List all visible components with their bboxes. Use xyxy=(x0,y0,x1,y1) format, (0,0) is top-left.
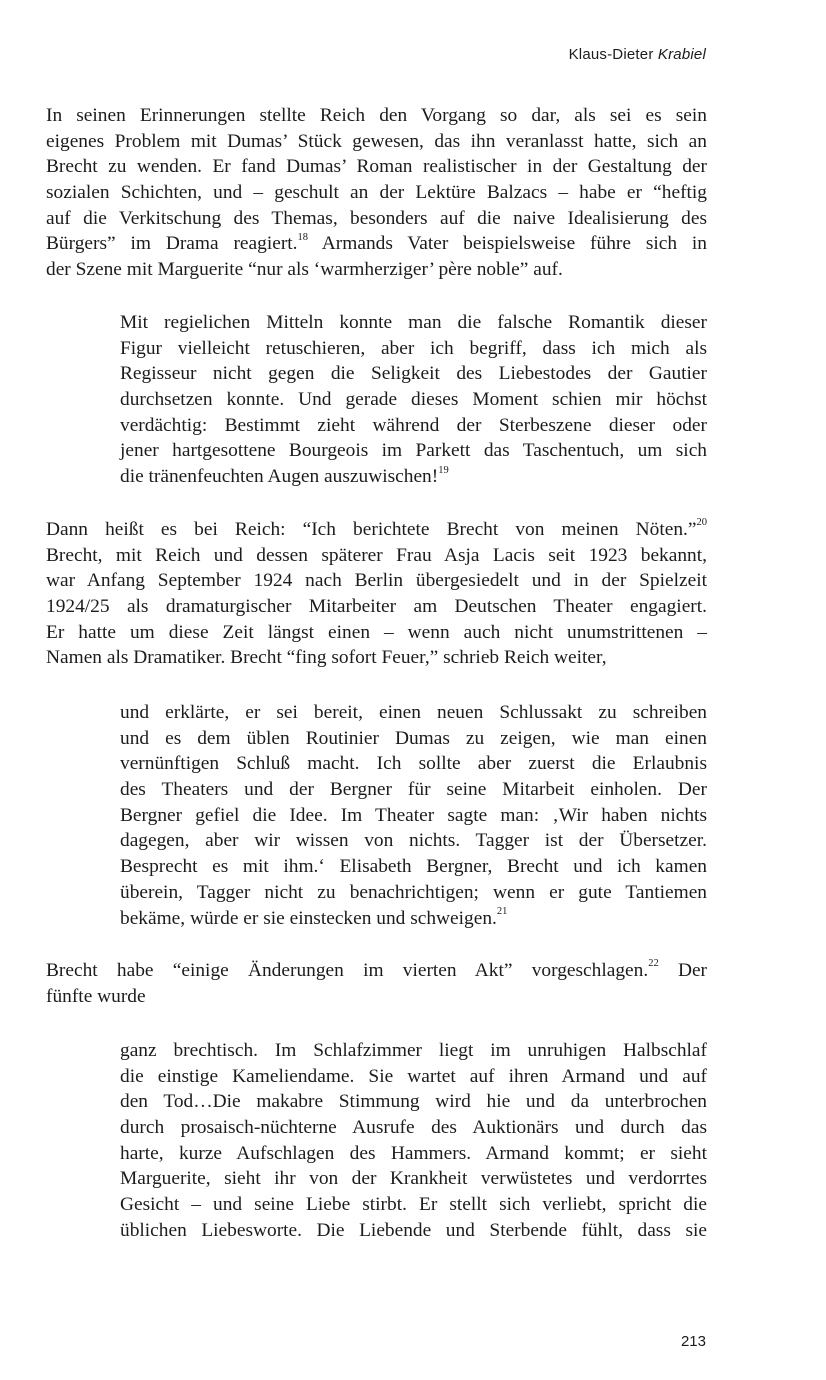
footnote-ref-22[interactable]: 22 xyxy=(648,958,659,970)
block-quote-1 xyxy=(120,310,707,490)
text-line: der Szene mit Marguerite “nur als ‘warmherziger’ père noble” auf. xyxy=(46,259,563,281)
quote-line: Bergner gefiel die Idee. Im Theater sagte man: ‚Wir haben nichts xyxy=(120,804,707,826)
block-quote-3 xyxy=(120,1038,707,1244)
text-line: Namen als Dramatiker. Brecht “fing sofort Feuer,” schrieb Reich weiter, xyxy=(46,647,607,669)
text-line: sozialen Schichten, und – geschult an der Lektüre Balzacs – habe er “heftig xyxy=(46,182,707,204)
footnote-ref-20[interactable]: 20 xyxy=(696,517,707,529)
text-line: fünfte wurde xyxy=(46,985,146,1007)
quote-line: dagegen, aber wir wissen von nichts. Tagger ist der Übersetzer. xyxy=(120,830,707,852)
quote-line: jener hartgesottene Bourgeois im Parkett das Taschentuch, um sich xyxy=(120,440,707,462)
header-author-first: Klaus-Dieter xyxy=(568,46,654,63)
quote-line: Marguerite, sieht ihr von der Krankheit verwüstetes und verdorrtes xyxy=(120,1168,707,1190)
footnote-ref-19[interactable]: 19 xyxy=(438,464,449,476)
text-run: die tränenfeuchten Augen auszuwischen! xyxy=(120,466,439,488)
text-line: eigenes Problem mit Dumas’ Stück gewesen, das ihn veranlasst hatte, sich an xyxy=(46,130,707,152)
quote-line xyxy=(120,906,707,932)
paragraph-3 xyxy=(46,958,707,1009)
running-header xyxy=(569,46,706,63)
text-line xyxy=(46,231,707,257)
text-run: bekäme, würde er sie einstecken und schweigen. xyxy=(120,907,497,929)
quote-line xyxy=(120,464,707,490)
quote-line: durchsetzen konnte. Und gerade dieses Moment schien mir höchst xyxy=(120,389,707,411)
quote-line: Mit regielichen Mitteln konnte man die falsche Romantik dieser xyxy=(120,312,707,333)
text-line xyxy=(46,517,707,543)
text-line: Er hatte um diese Zeit längst einen – wenn auch nicht unumstrittenen – xyxy=(46,621,707,643)
text-line xyxy=(46,958,707,984)
text-line: 1924/25 als dramaturgischer Mitarbeiter am Deutschen Theater engagiert. xyxy=(46,596,707,618)
header-author-last: Krabiel xyxy=(657,46,706,63)
quote-line: und erklärte, er sei bereit, einen neuen Schlussakt zu schreiben xyxy=(120,702,707,723)
quote-line: die einstige Kameliendame. Sie wartet auf ihren Armand und auf xyxy=(120,1065,707,1087)
quote-line: vernünftigen Schluß macht. Ich sollte aber zuerst die Erlaubnis xyxy=(120,753,707,775)
quote-line: Regisseur nicht gegen die Seligkeit des Liebestodes der Gautier xyxy=(120,363,707,385)
page-number: 213 xyxy=(680,1333,706,1350)
text-run: Armands Vater beispielsweise führe sich in xyxy=(308,233,707,255)
text-line: Brecht zu wenden. Er fand Dumas’ Roman realistischer in der Gestaltung der xyxy=(46,156,707,178)
text-run: Dann heißt es bei Reich: “Ich berichtete Brecht von meinen Nöten.” xyxy=(46,519,697,540)
block-quote-2 xyxy=(120,700,707,931)
quote-line: und es dem üblen Routinier Dumas zu zeigen, wie man einen xyxy=(120,727,707,749)
quote-line: ganz brechtisch. Im Schlafzimmer liegt im unruhigen Halbschlaf xyxy=(120,1040,707,1061)
quote-line: den Tod…Die makabre Stimmung wird hie und da unterbrochen xyxy=(120,1091,707,1113)
paragraph-2 xyxy=(46,517,707,671)
quote-line: Figur vielleicht retuschieren, aber ich begriff, dass ich mich als xyxy=(120,337,707,359)
quote-line: des Theaters und der Bergner für seine Mitarbeit einholen. Der xyxy=(120,779,707,801)
quote-line: harte, kurze Aufschlagen des Hammers. Armand kommt; er sieht xyxy=(120,1142,707,1164)
quote-line: üblichen Liebesworte. Die Liebende und Sterbende fühlt, dass sie xyxy=(120,1219,707,1241)
text-run: Bürgers” im Drama reagiert. xyxy=(46,233,298,255)
quote-line: Besprecht es mit ihm.‘ Elisabeth Bergner, Brecht und ich kamen xyxy=(120,856,707,878)
quote-line: verdächtig: Bestimmt zieht während der Sterbeszene dieser oder xyxy=(120,414,707,436)
quote-line: überein, Tagger nicht zu benachrichtigen; wenn er gute Tantiemen xyxy=(120,881,707,903)
text-line: Brecht, mit Reich und dessen späterer Frau Asja Lacis seit 1923 bekannt, xyxy=(46,544,707,566)
text-run: Brecht habe “einige Änderungen im vierten Akt” vorgeschlagen. xyxy=(46,960,649,981)
text-line: In seinen Erinnerungen stellte Reich den Vorgang so dar, als sei es sein xyxy=(46,105,707,126)
footnote-ref-21[interactable]: 21 xyxy=(496,905,508,917)
quote-line: Gesicht – und seine Liebe stirbt. Er stellt sich verliebt, spricht die xyxy=(120,1194,707,1216)
text-line: war Anfang September 1924 nach Berlin übergesiedelt und in der Spielzeit xyxy=(46,570,707,592)
quote-line: durch prosaisch-nüchterne Ausrufe des Auktionärs und durch das xyxy=(120,1117,707,1139)
text-line: auf die Verkitschung des Themas, besonders auf die naive Idealisierung des xyxy=(46,207,707,229)
paragraph-1 xyxy=(46,103,707,283)
footnote-ref-18[interactable]: 18 xyxy=(297,231,309,243)
text-run: Der xyxy=(658,960,708,981)
